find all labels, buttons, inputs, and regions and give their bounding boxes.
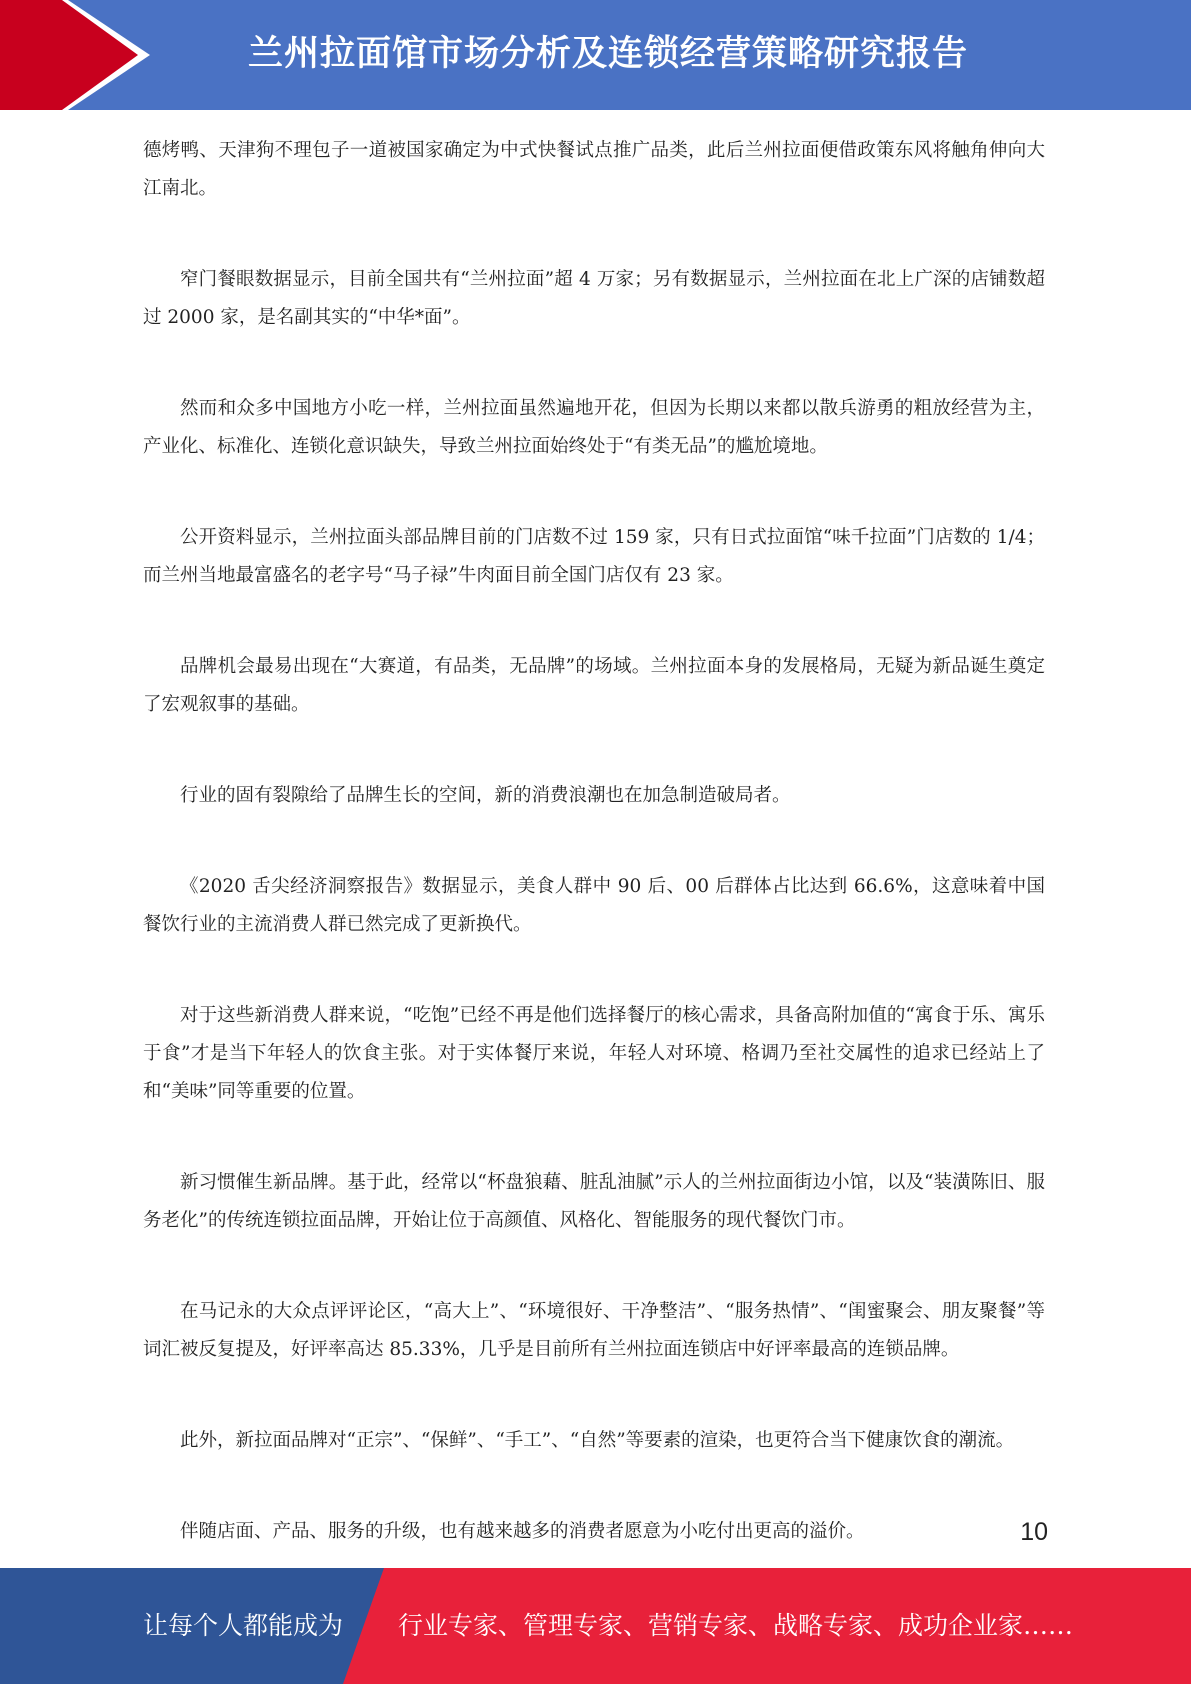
- paragraph: 伴随店面、产品、服务的升级，也有越来越多的消费者愿意为小吃付出更高的溢价。: [180, 1521, 865, 1542]
- paragraph: 品牌机会最易出现在“大赛道，有品类，无品牌”的场域。兰州拉面本身的发展格局，无疑为新品诞生奠定了宏观叙事的基础。: [143, 656, 1045, 715]
- paragraph: 然而和众多中国地方小吃一样，兰州拉面虽然遍地开花，但因为长期以来都以散兵游勇的粗放经营为主，产业化、标准化、连锁化意识缺失，导致兰州拉面始终处于“有类无品”的尴尬境地。: [143, 398, 1045, 457]
- paragraph: 行业的固有裂隙给了品牌生长的空间，新的消费浪潮也在加急制造破局者。: [180, 785, 791, 806]
- report-title: 兰州拉面馆市场分析及连锁经营策略研究报告: [248, 34, 969, 74]
- paragraph: 《2020 舌尖经济洞察报告》数据显示，美食人群中 90 后、00 后群体占比达到 66.6%，这意味着中国餐饮行业的主流消费人群已然完成了更新换代。: [143, 876, 1045, 935]
- paragraph: 新习惯催生新品牌。基于此，经常以“杯盘狼藉、脏乱油腻”示人的兰州拉面街边小馆，以及“装潢陈旧、服务老化”的传统连锁拉面品牌，开始让位于高颜值、风格化、智能服务的现代餐饮门市。: [143, 1172, 1045, 1231]
- footer-slogan-left: 让每个人都能成为: [143, 1611, 344, 1640]
- page-header: [0, 0, 1191, 110]
- paragraph: 窄门餐眼数据显示，目前全国共有“兰州拉面”超 4 万家；另有数据显示，兰州拉面在北上广深的店铺数超过 2000 家，是名副其实的“中华*面”。: [143, 269, 1045, 328]
- paragraph: 在马记永的大众点评评论区，“高大上”、“环境很好、干净整洁”、“服务热情”、“闺蜜聚会、朋友聚餐”等词汇被反复提及，好评率高达 85.33%，几乎是目前所有兰州拉面连锁店中好评率最高的连锁品牌。: [143, 1301, 1045, 1360]
- paragraph: 公开资料显示，兰州拉面头部品牌目前的门店数不过 159 家，只有日式拉面馆“味千拉面”门店数的 1/4；而兰州当地最富盛名的老字号“马子禄”牛肉面目前全国门店仅有 23 家。: [143, 527, 1045, 586]
- page-footer: [0, 1568, 1191, 1684]
- paragraph: 对于这些新消费人群来说，“吃饱”已经不再是他们选择餐厅的核心需求，具备高附加值的“寓食于乐、寓乐于食”才是当下年轻人的饮食主张。对于实体餐厅来说，年轻人对环境、格调乃至社交属性的追求已经站上了和“美味”同等重要的位置。: [143, 1005, 1045, 1102]
- body-text: [143, 132, 1045, 1604]
- paragraph: 德烤鸭、天津狗不理包子一道被国家确定为中式快餐试点推广品类，此后兰州拉面便借政策东风将触角伸向大江南北。: [143, 140, 1045, 199]
- paragraph: 此外，新拉面品牌对“正宗”、“保鲜”、“手工”、“自然”等要素的渲染，也更符合当下健康饮食的潮流。: [180, 1430, 1015, 1451]
- footer-slogan-right: 行业专家、管理专家、营销专家、战略专家、成功企业家……: [398, 1611, 1074, 1640]
- page-number: 10: [1020, 1518, 1048, 1546]
